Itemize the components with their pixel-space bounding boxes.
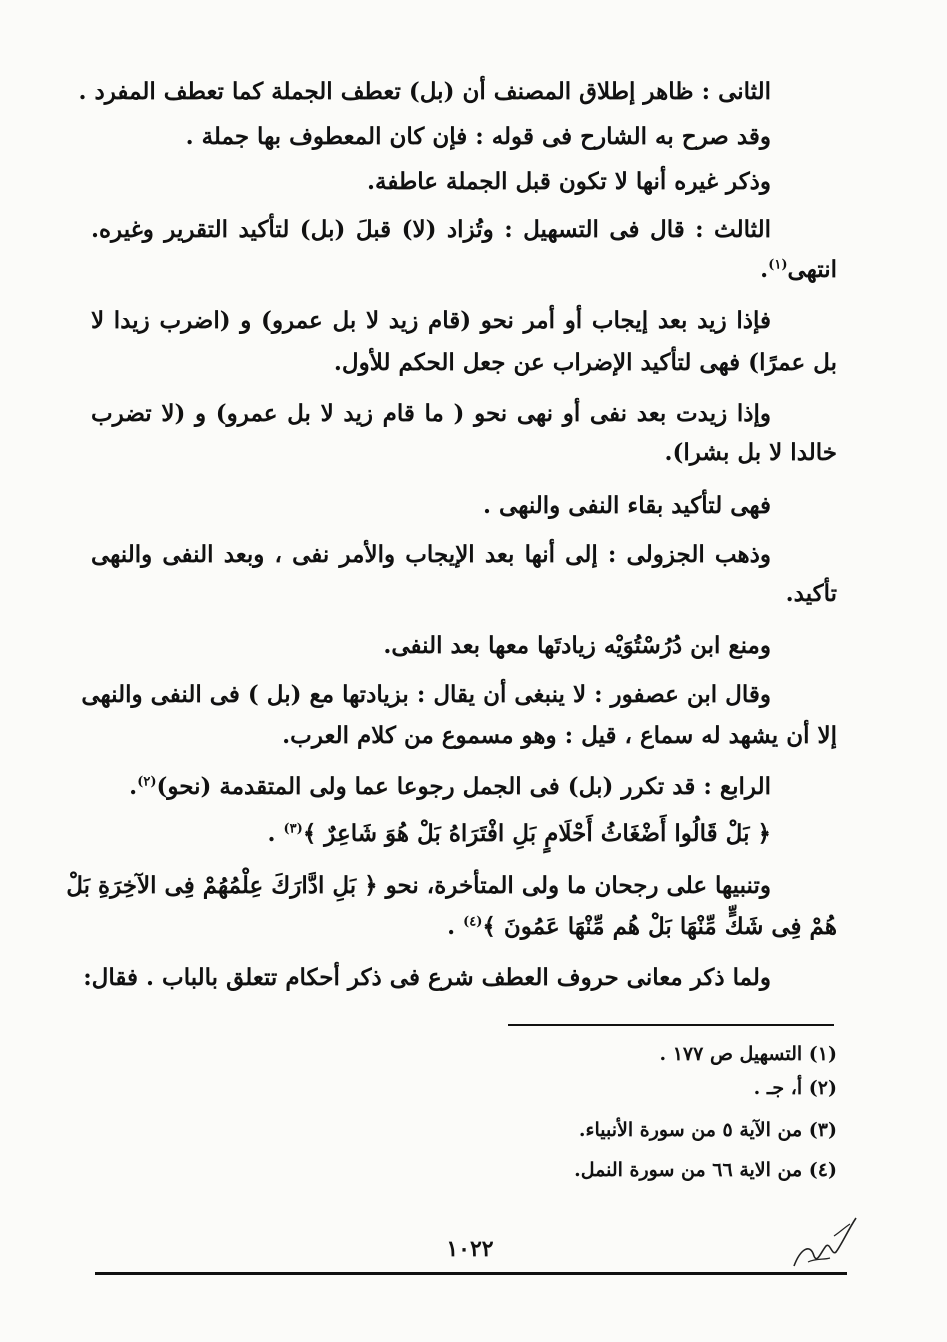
- text-line: تأكيد.: [785, 580, 837, 607]
- text-line: خالدا لا بل بشرا).: [664, 439, 837, 466]
- text-line: وذكر غيره أنها لا تكون قبل الجملة عاطفة.: [367, 168, 771, 195]
- footnote: (٢) أ، جـ .: [753, 1077, 837, 1099]
- footnote-ref: (١): [768, 257, 788, 273]
- footnote: (١) التسهيل ص ١٧٧ .: [659, 1043, 837, 1065]
- period: .: [267, 820, 284, 847]
- text-line: ولما ذكر معانى حروف العطف شرع فى ذكر أحكام تتعلق بالباب . فقال:: [83, 964, 771, 991]
- footnote: (٤) من الاية ٦٦ من سورة النمل.: [574, 1159, 837, 1181]
- text-fragment: ﴿ بَلْ قَالُوا أَضْغَاثُ أَحْلَامٍ بَلِ افْتَرَاهُ بَلْ هُوَ شَاعِرٌ ﴾: [302, 820, 771, 847]
- text-line: فإذا زيد بعد إيجاب أو أمر نحو (قام زيد لا بل عمرو) و (اضرب زيدا لا: [91, 307, 771, 334]
- text-fragment: هُمْ فِى شَكٍّ مِّنْهَا بَلْ هُم مِّنْهَا عَمُونَ ﴾: [482, 913, 837, 940]
- text-line: ومنع ابن دُرُسْتُوَيْه زيادتَها معها بعد النفى.: [383, 632, 771, 659]
- text-line: بل عمرًا) فهى لتأكيد الإضراب عن جعل الحكم للأول.: [333, 349, 837, 376]
- text-line: وإذا زيدت بعد نفى أو نهى نحو ( ما قام زيد لا بل عمرو) و (لا تضرب: [91, 400, 771, 427]
- bottom-divider: [95, 1272, 847, 1275]
- text-line: وتنبيها على رجحان ما ولى المتأخرة، نحو ﴿ بَلِ ادَّارَكَ عِلْمُهُمْ فِى الآخِرَةِ بَلْ: [66, 872, 771, 899]
- text-line: فهى لتأكيد بقاء النفى والنهى .: [483, 492, 771, 519]
- text-fragment: انتهى: [787, 256, 837, 283]
- period: .: [760, 256, 769, 283]
- text-line: الثانى : ظاهر إطلاق المصنف أن (بل) تعطف الجملة كما تعطف المفرد .: [78, 78, 771, 105]
- text-line: [129, 771, 771, 803]
- footnote-ref: (٢): [137, 774, 157, 790]
- text-fragment: الرابع : قد تكرر (بل) فى الجمل رجوعا عما ولى المتقدمة (نحو): [156, 773, 771, 800]
- text-line: وقد صرح به الشارح فى قوله : فإن كان المعطوف بها جملة .: [185, 123, 771, 150]
- page-number: ١٠٢٢: [446, 1236, 494, 1262]
- text-line: إلا أن يشهد له سماع ، قيل : وهو مسموع من كلام العرب.: [282, 722, 837, 749]
- quran-verse: [268, 818, 772, 850]
- footnote-ref: (٤): [463, 914, 483, 930]
- footnote: (٣) من الآية ٥ من سورة الأنبياء.: [578, 1119, 837, 1141]
- period: .: [129, 773, 138, 800]
- footnote-ref: (٣): [283, 821, 303, 837]
- quran-verse: [447, 911, 837, 943]
- text-line: وقال ابن عصفور : لا ينبغى أن يقال : بزيادتها مع (بل ) فى النفى والنهى: [81, 681, 771, 708]
- period: .: [447, 913, 464, 940]
- text-line: وذهب الجزولى : إلى أنها بعد الإيجاب والأمر نفى ، وبعد النفى والنهى: [91, 541, 771, 568]
- footnote-divider: [508, 1024, 834, 1026]
- text-line: الثالث : قال فى التسهيل : وتُزاد (لا) قبلَ (بل) لتأكيد التقرير وغيره.: [91, 216, 771, 243]
- handwritten-signature-icon: [790, 1212, 860, 1274]
- text-line: [760, 254, 837, 286]
